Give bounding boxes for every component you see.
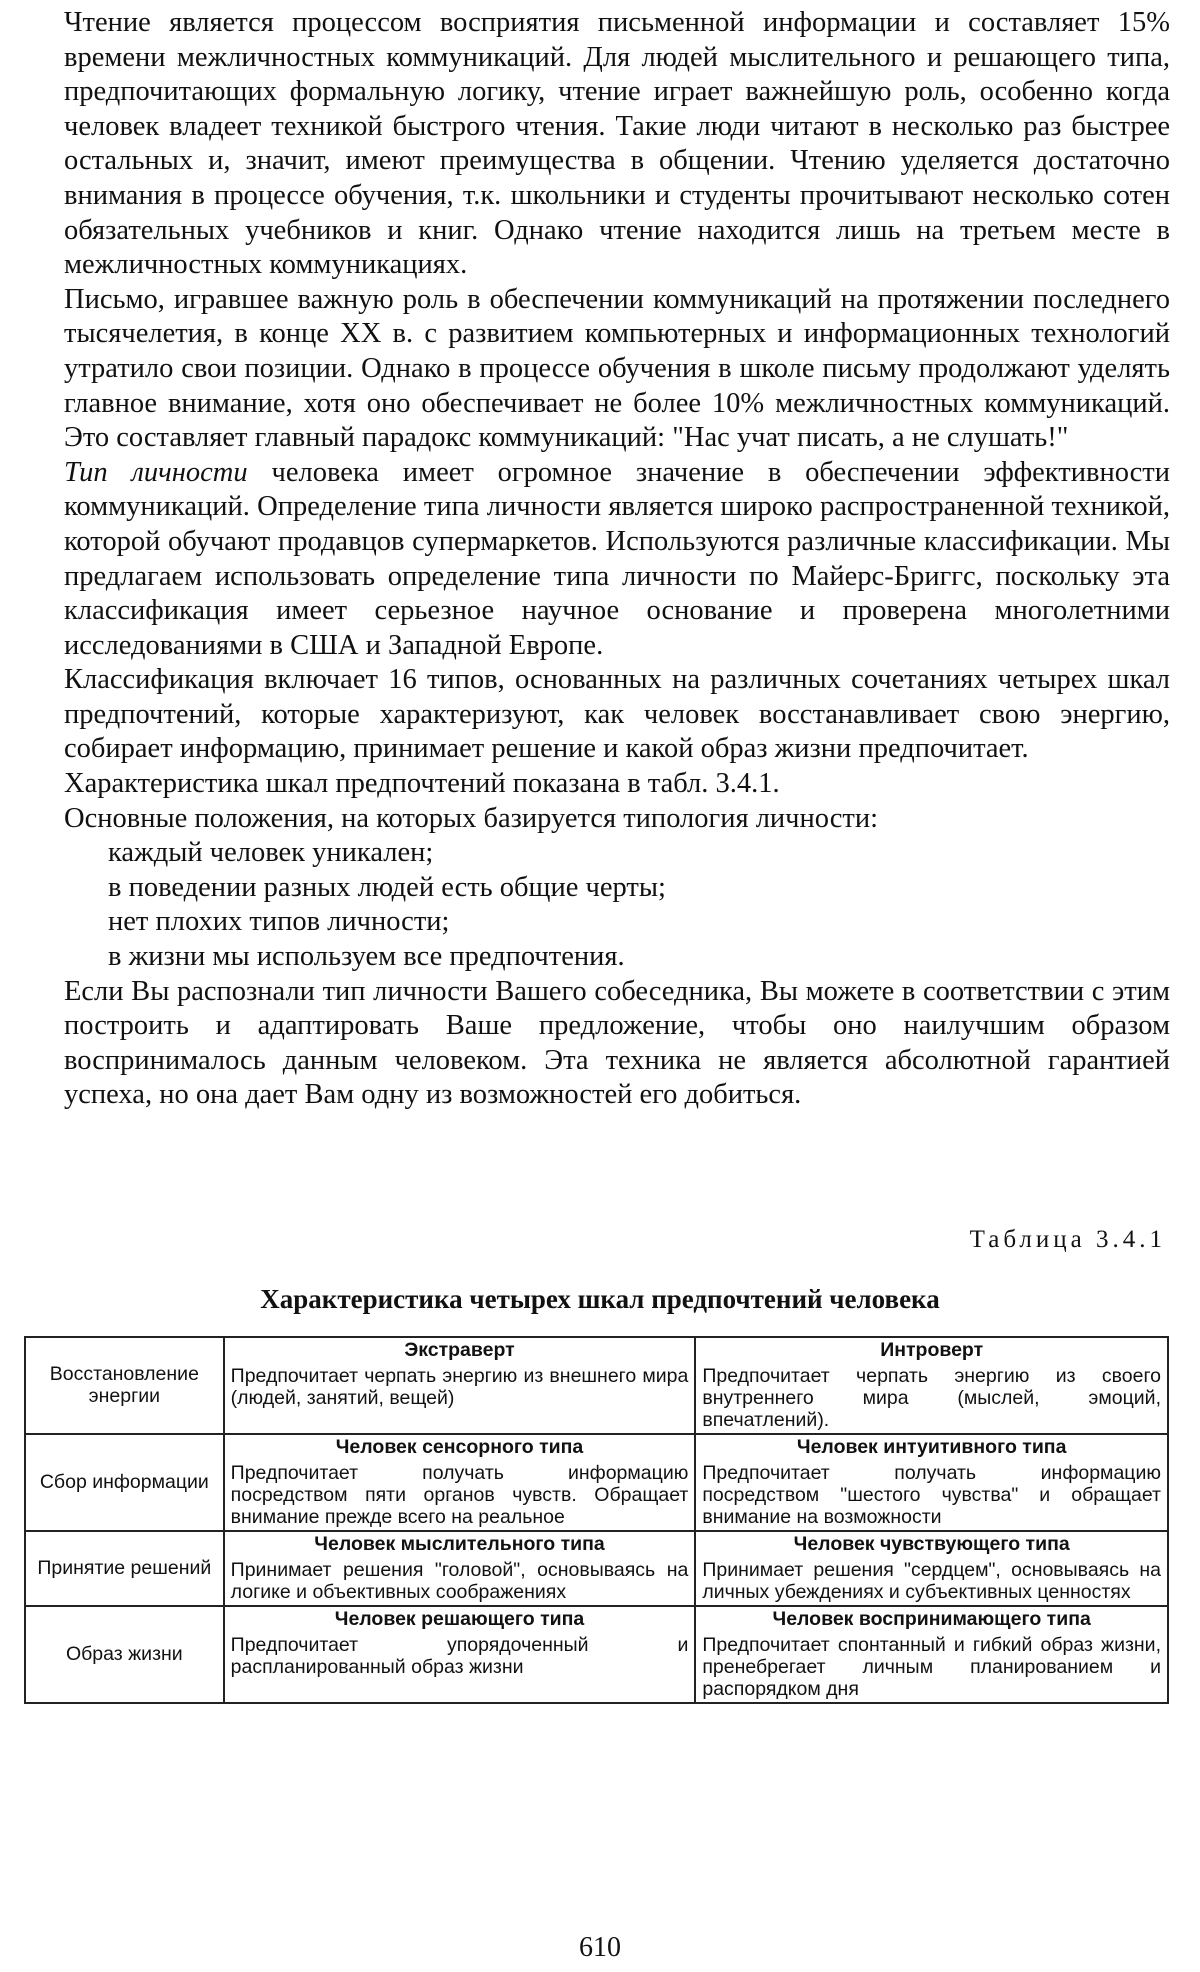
body-text xyxy=(64,6,1170,1113)
right-pole-cell xyxy=(695,1606,1168,1703)
pole-description: Предпочитает черпать энергию из своего внутреннего мира (мыслей, эмоций, впечатлений). xyxy=(702,1365,1161,1431)
paragraph-writing: Письмо, игравшее важную роль в обеспечении коммуникаций на протяжении последнего тысячелетия, в конце XX в. с развитием компьютерных и информационных технологий утратило свои позиции. Однако в процессе обучения в школе письму продолжают уделять главное внимание, хотя оно обеспечивает не более 10% межличностных коммуникаций. Это составляет главный парадокс коммуникаций: "Нас учат писать, а не слушать!" xyxy=(64,283,1170,454)
criterion-cell: Образ жизни xyxy=(25,1606,224,1703)
left-pole-cell xyxy=(224,1434,696,1531)
list-item: нет плохих типов личности; xyxy=(108,906,450,938)
table-row xyxy=(25,1606,1168,1703)
term-personality-type: Тип личности xyxy=(64,456,248,488)
pole-heading: Человек интуитивного типа xyxy=(796,1436,1067,1458)
table-title: Характеристика четырех шкал предпочтений человека xyxy=(260,1284,940,1314)
paragraph-reading: Чтение является процессом восприятия письменной информации и составляет 15% времени межличностных коммуникаций. Для людей мыслительного и решающего типа, предпочитающих формальную логику, чтение играет важнейшую роль, особенно когда человек владеет техникой быстрого чтения. Такие люди читают в несколько раз быстрее остальных и, значит, имеют преимущества в общении. Чтению уделяется достаточно внимания в процессе обучения, т.к. школьники и студенты прочитывают несколько сотен обязательных учебников и книг. Однако чтение находится лишь на третьем месте в межличностных коммуникациях. xyxy=(64,7,1170,281)
pole-description: Принимает решения "сердцем", основываясь на личных убеждениях и субъективных ценностях xyxy=(702,1559,1161,1603)
paragraph-personality-type xyxy=(64,456,1170,664)
table-number: Таблица 3.4.1 xyxy=(969,1226,1166,1253)
list-item: каждый человек уникален; xyxy=(108,837,434,869)
page-number: 610 xyxy=(579,1932,621,1963)
criterion-cell: Восстановление энергии xyxy=(25,1337,224,1434)
left-pole-cell xyxy=(224,1606,696,1703)
pole-heading: Человек чувствующего типа xyxy=(793,1533,1070,1555)
pole-description: Предпочитает упорядоченный и распланированный образ жизни xyxy=(230,1634,689,1678)
list-item: в поведении разных людей есть общие черты; xyxy=(108,871,666,903)
paragraph-table-reference: Характеристика шкал предпочтений показана в табл. 3.4.1. xyxy=(64,768,780,800)
right-pole-cell xyxy=(695,1531,1168,1606)
table-row xyxy=(25,1434,1168,1531)
pole-heading: Интроверт xyxy=(880,1339,984,1361)
pole-heading: Человек решающего типа xyxy=(334,1608,585,1630)
list-item: в жизни мы используем все предпочтения. xyxy=(108,941,625,973)
right-pole-cell xyxy=(695,1337,1168,1434)
pole-description: Предпочитает получать информацию посредством пяти органов чувств. Обращает внимание прежде всего на реальное xyxy=(230,1462,689,1528)
paragraph-personality-type-text: человека имеет огромное значение в обеспечении эффективности коммуникаций. Определение типа личности является широко распространенной техникой, которой обучают продавцов супермаркетов. Используются различные классификации. Мы предлагаем использовать определение типа личности по Майерс-Бриггс, поскольку эта классификация имеет серьезное научное основание и проверена многолетними исследованиями в США и Западной Европе. xyxy=(64,456,1171,661)
pole-heading: Человек воспринимающего типа xyxy=(772,1608,1091,1630)
pole-heading: Экстраверт xyxy=(404,1339,515,1361)
paragraph-classification: Классификация включает 16 типов, основанных на различных сочетаниях четырех шкал предпочтений, которые характеризуют, как человек восстанавливает свою энергию, собирает информацию, принимает решение и какой образ жизни предпочитает. xyxy=(64,664,1170,765)
left-pole-cell xyxy=(224,1337,696,1434)
criterion-cell: Принятие решений xyxy=(25,1531,224,1606)
pole-description: Предпочитает получать информацию посредством "шестого чувства" и обращает внимание на возможности xyxy=(702,1462,1161,1528)
pole-heading: Человек сенсорного типа xyxy=(335,1436,584,1458)
preferences-table xyxy=(24,1336,1169,1704)
paragraph-conclusion: Если Вы распознали тип личности Вашего собеседника, Вы можете в соответствии с этим построить и адаптировать Ваше предложение, чтобы оно наилучшим образом воспринималось данным человеком. Эта техника не является абсолютной гарантией успеха, но она дает Вам одну из возможностей его добиться. xyxy=(64,975,1170,1111)
table-row xyxy=(25,1337,1168,1434)
pole-heading: Человек мыслительного типа xyxy=(314,1533,605,1555)
pole-description: Предпочитает спонтанный и гибкий образ жизни, пренебрегает личным планированием и распорядком дня xyxy=(702,1634,1161,1700)
pole-description: Принимает решения "головой", основываясь на логике и объективных соображениях xyxy=(230,1559,689,1603)
table-row xyxy=(25,1531,1168,1606)
criterion-cell: Сбор информации xyxy=(25,1434,224,1531)
pole-description: Предпочитает черпать энергию из внешнего мира (людей, занятий, вещей) xyxy=(230,1365,689,1409)
paragraph-principles-intro: Основные положения, на которых базируется типология личности: xyxy=(64,802,879,834)
right-pole-cell xyxy=(695,1434,1168,1531)
left-pole-cell xyxy=(224,1531,696,1606)
